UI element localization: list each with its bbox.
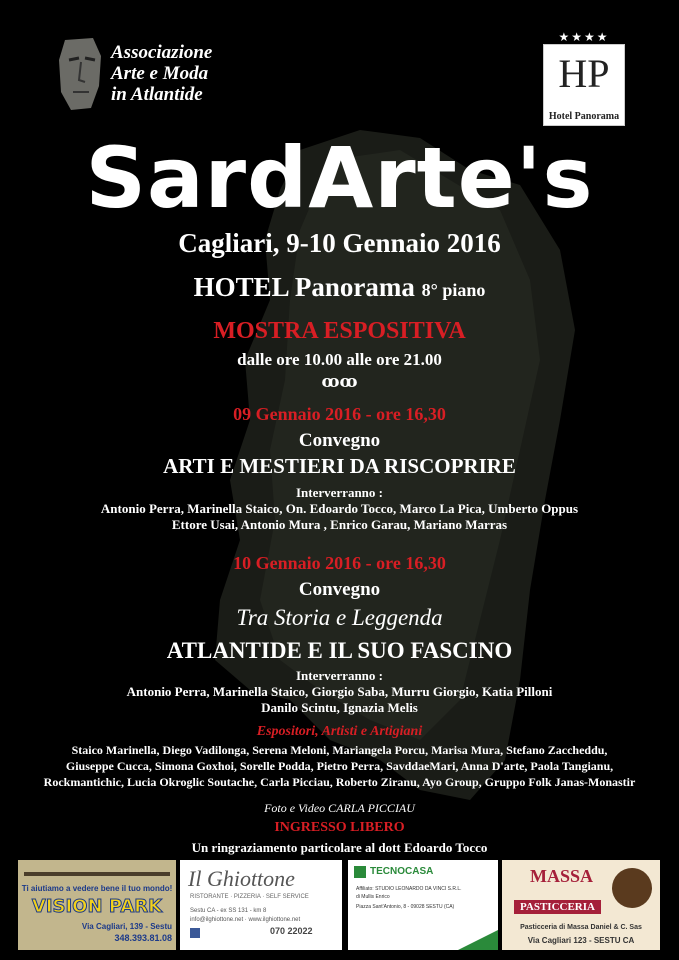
ornament-divider: ꝏꝏ <box>321 372 358 391</box>
day2-subtitle: Tra Storia e Leggenda <box>236 605 443 630</box>
statue-face-icon <box>55 36 105 112</box>
day1-kind: Convegno <box>298 430 381 451</box>
hotel-panorama-logo <box>543 32 625 124</box>
venue-floor: 8° piano <box>421 280 486 300</box>
sponsor-ghiottone <box>180 860 342 950</box>
day2-speakers-line1: Antonio Perra, Marinella Staico, Giorgio Saba, Murru Giorgio, Katia Pilloni <box>126 684 553 699</box>
sponsor-vision-park <box>18 860 176 950</box>
hotel-stars: ★★★★ <box>558 30 610 44</box>
thanks-line: Un ringraziamento particolare al dott Edoardo Tocco <box>191 840 488 855</box>
day2-speakers-line2: Danilo Scintu, Ignazia Melis <box>261 700 418 715</box>
exhibition-hours: dalle ore 10.00 alle ore 21.00 <box>237 350 442 369</box>
association-line-1: Associazione <box>111 42 213 63</box>
facebook-icon <box>190 928 200 938</box>
day1-speakers-line1: Antonio Perra, Marinella Staico, On. Edoardo Tocco, Marco La Pica, Umberto Oppus <box>100 501 579 516</box>
massa-sub: PASTICCERIA <box>514 900 601 914</box>
exhibitors-line1: Staico Marinella, Diego Vadilonga, Serena Meloni, Mariangela Porcu, Marisa Mura, Stefano Zaccheddu, <box>71 743 608 757</box>
ghiottone-phone: 070 22022 <box>270 926 313 936</box>
exhibitors-heading: Espositori, Artisti e Artigiani <box>256 724 423 739</box>
coffee-beans-icon <box>612 868 652 908</box>
sponsor-tecnocasa <box>348 860 498 950</box>
exhibition-title: MOSTRA ESPOSITIVA <box>213 318 466 344</box>
hotel-logo-box <box>543 44 625 126</box>
tecnocasa-corner <box>458 930 498 950</box>
photo-credit: Foto e Video CARLA PICCIAU <box>264 801 415 815</box>
glasses-icon <box>24 872 170 876</box>
ghiottone-web: info@ilghiottone.net · www.ilghiottone.net <box>190 917 301 923</box>
association-logo <box>55 36 235 114</box>
event-title: SardArte's <box>85 129 594 227</box>
hotel-logo-name: Hotel Panorama <box>548 111 620 122</box>
vision-name: VISION PARK <box>31 896 163 917</box>
day1-speakers-line2: Ettore Usai, Antonio Mura , Enrico Garau, Mariano Marras <box>171 517 508 532</box>
ghiottone-address: Sestu CA - ex SS 131 - km 8 <box>190 908 267 914</box>
entry-free: INGRESSO LIBERO <box>274 820 405 835</box>
ghiottone-desc: RISTORANTE · PIZZERIA · SELF SERVICE <box>190 894 309 900</box>
day2-speakers-label: Interverranno : <box>295 668 383 683</box>
tecnocasa-sub: Affiliato: STUDIO LEONARDO DA VINCI S.R.L. <box>356 886 462 892</box>
hotel-logo-mark: HP <box>558 51 610 96</box>
tecnocasa-person: di Mullis Enrico <box>356 894 390 900</box>
ghiottone-name: Il Ghiottone <box>188 866 295 891</box>
association-line-3: in Atlantide <box>111 84 203 105</box>
day1-speakers-label: Interverranno : <box>295 485 383 500</box>
massa-name: MASSA <box>530 866 594 886</box>
massa-address: Via Cagliari 123 - SESTU CA <box>527 936 635 945</box>
day2-title: ATLANTIDE E IL SUO FASCINO <box>166 638 513 663</box>
vision-address: Via Cagliari, 139 - Sestu <box>81 922 172 931</box>
sponsor-bar <box>18 860 662 952</box>
tecnocasa-name: TECNOCASA <box>370 866 434 877</box>
day1-date: 09 Gennaio 2016 - ore 16,30 <box>233 404 446 424</box>
exhibitors-line3: Rockmantichic, Lucia Okroglic Soutache, Carla Picciau, Roberto Ziranu, Ayo Group, Gruppo Folk Janas-Monastir <box>43 775 636 789</box>
venue <box>0 272 679 303</box>
day2-date: 10 Gennaio 2016 - ore 16,30 <box>233 553 446 573</box>
day2-kind: Convegno <box>298 579 381 600</box>
place-date: Cagliari, 9-10 Gennaio 2016 <box>178 228 501 258</box>
vision-tagline: Ti aiutiamo a vedere bene il tuo mondo! <box>21 884 173 893</box>
vision-phone: 348.393.81.08 <box>114 933 172 943</box>
tecnocasa-house-icon <box>354 866 366 878</box>
exhibitors-line2: Giuseppe Cucca, Simona Goxhoi, Sorelle Podda, Pietro Perra, SavddaeMari, Anna D'arte, Paola Tangianu, <box>65 759 614 773</box>
tecnocasa-address: Piazza Sant'Antonio, 8 - 09028 SESTU (CA) <box>356 904 455 910</box>
sponsor-massa <box>502 860 660 950</box>
venue-name: HOTEL Panorama <box>193 272 415 302</box>
day1-title: ARTI E MESTIERI DA RISCOPRIRE <box>163 454 516 478</box>
association-line-2: Arte e Moda <box>111 63 209 84</box>
massa-company: Pasticceria di Massa Daniel & C. Sas <box>520 924 642 931</box>
